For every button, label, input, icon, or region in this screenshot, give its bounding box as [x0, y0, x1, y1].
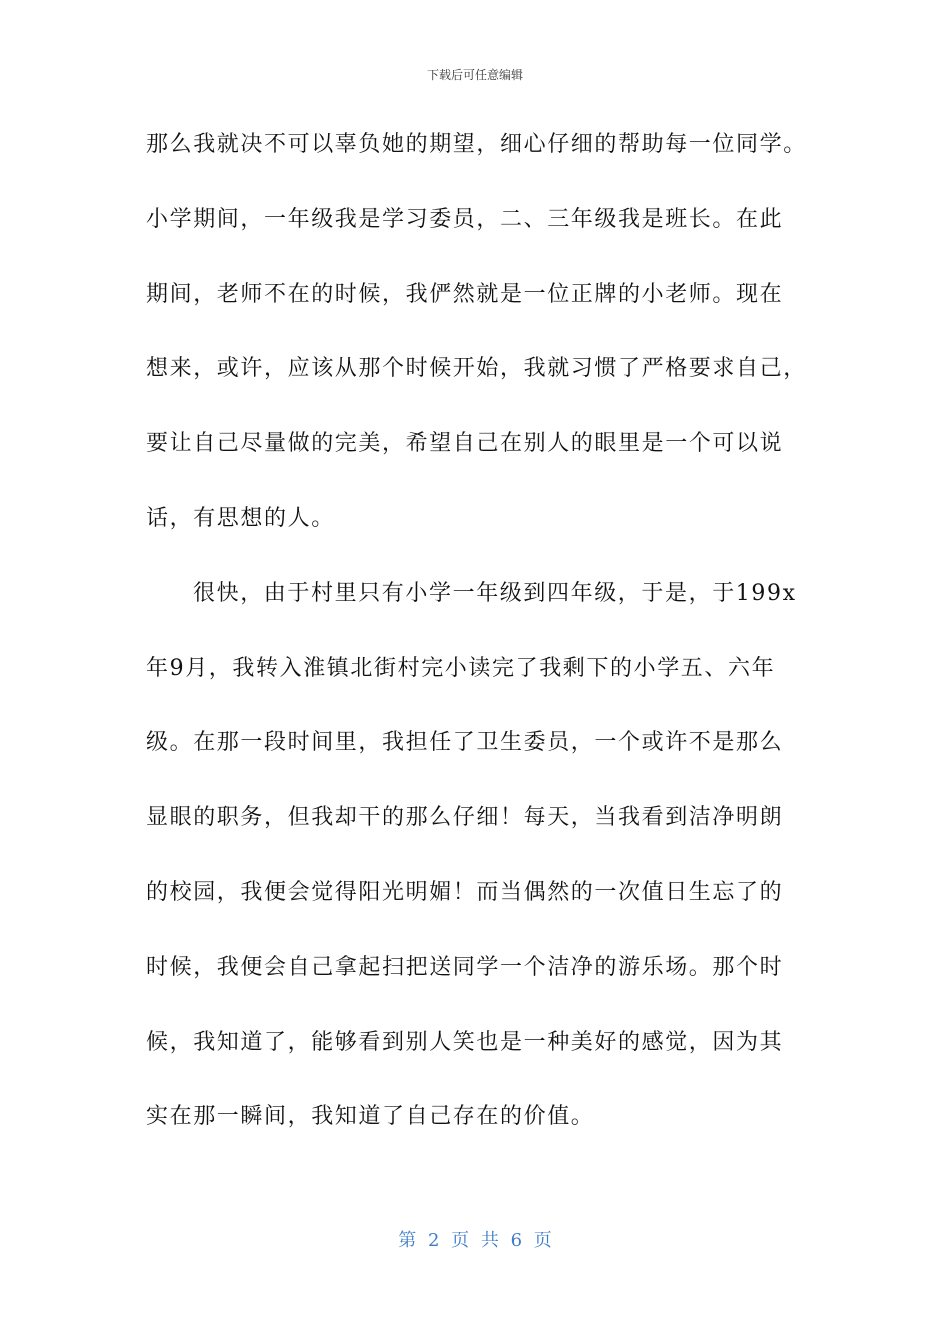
text-line: 时候，我便会自己拿起扫把送同学一个洁净的游乐场。那个时	[146, 954, 784, 980]
document-body	[146, 128, 826, 1175]
text-line: 的校园，我便会觉得阳光明媚！而当偶然的一次值日生忘了的	[146, 879, 784, 905]
page-header: 下载后可任意编辑	[426, 68, 523, 82]
paragraph	[146, 577, 826, 1175]
text-line: 很快，由于村里只有小学一年级到四年级，于是，于199x	[193, 580, 797, 606]
text-line: 要让自己尽量做的完美，希望自己在别人的眼里是一个可以说	[146, 431, 784, 457]
text-line: 显眼的职务，但我却干的那么仔细！每天，当我看到洁净明朗	[146, 805, 784, 831]
page-number: 第 2 页 共 6 页	[398, 1230, 552, 1251]
text-line: 那么我就决不可以辜负她的期望，细心仔细的帮助每一位同学。	[146, 132, 807, 157]
text-line: 实在那一瞬间，我知道了自己存在的价值。	[146, 1104, 595, 1130]
text-line: 级。在那一段时间里，我担任了卫生委员，一个或许不是那么	[146, 730, 784, 756]
text-line: 候，我知道了，能够看到别人笑也是一种美好的感觉，因为其	[146, 1029, 784, 1055]
text-line: 话，有思想的人。	[146, 505, 335, 531]
text-line: 期间，老师不在的时候，我俨然就是一位正牌的小老师。现在	[146, 281, 784, 307]
text-line: 想来，或许，应该从那个时候开始，我就习惯了严格要求自己，	[146, 356, 807, 382]
text-line: 年9月，我转入淮镇北街村完小读完了我剩下的小学五、六年	[146, 655, 776, 681]
text-line: 小学期间，一年级我是学习委员，二、三年级我是班长。在此	[146, 206, 784, 232]
paragraph	[146, 128, 826, 577]
